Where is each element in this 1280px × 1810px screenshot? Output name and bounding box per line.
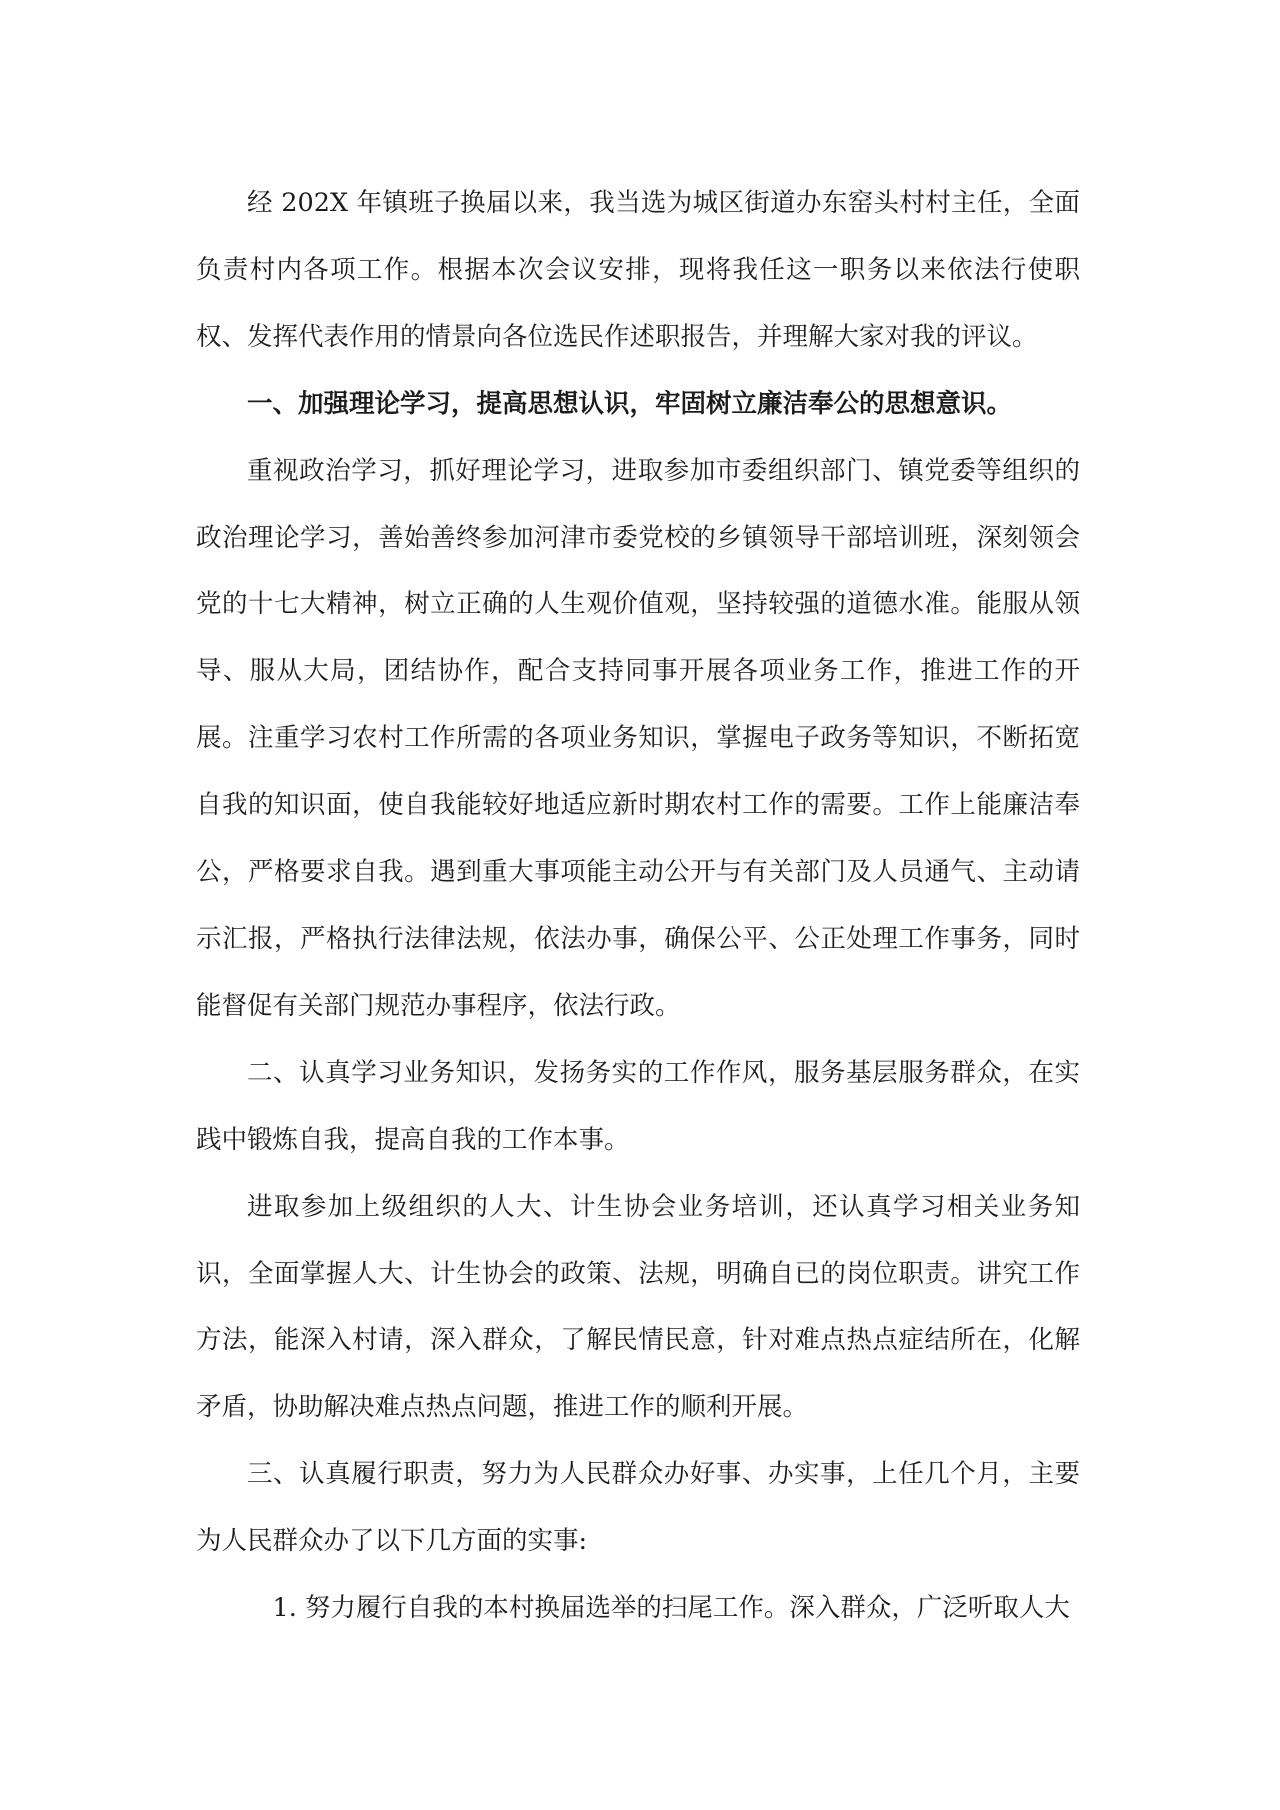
paragraph-intro: 经 202X 年镇班子换届以来，我当选为城区街道办东窑头村村主任，全面负责村内各项工作。根据本次会议安排，现将我任这一职务以来依法行使职权、发挥代表作用的情景向各位选民作述职报告，并理解大家对我的评议。	[196, 188, 1080, 352]
paragraph-section-1: 重视政治学习，抓好理论学习，进取参加市委组织部门、镇党委等组织的政治理论学习，善始善终参加河津市委党校的乡镇领导干部培训班，深刻领会党的十七大精神，树立正确的人生观价值观，坚持较强的道德水准。能服从领导、服从大局，团结协作，配合支持同事开展各项业务工作，推进工作的开展。注重学习农村工作所需的各项业务知识，掌握电子政务等知识，不断拓宽自我的知识面，使自我能较好地适应新时期农村工作的需要。工作上能廉洁奉公，严格要求自我。遇到重大事项能主动公开与有关部门及人员通气、主动请示汇报，严格执行法律法规，依法办事，确保公平、公正处理工作事务，同时能督促有关部门规范办事程序，依法行政。	[196, 455, 1080, 1021]
paragraph-section-2: 进取参加上级组织的人大、计生协会业务培训，还认真学习相关业务知识，全面掌握人大、计生协会的政策、法规，明确自已的岗位职责。讲究工作方法，能深入村请，深入群众，了解民情民意，针对难点热点症结所在，化解矛盾，协助解决难点热点问题，推进工作的顺利开展。	[196, 1191, 1080, 1423]
list-item-1: 1. 努力履行自我的本村换届选举的扫尾工作。深入群众，广泛听取人大	[272, 1593, 1070, 1624]
document-body	[196, 170, 1080, 1642]
heading-section-3: 三、认真履行职责，努力为人民群众办好事、办实事，上任几个月，主要为人民群众办了以下几方面的实事:	[196, 1459, 1080, 1557]
heading-section-2: 二、认真学习业务知识，发扬务实的工作作风，服务基层服务群众，在实践中锻炼自我，提高自我的工作本事。	[196, 1057, 1080, 1155]
heading-section-1: 一、加强理论学习，提高思想认识，牢固树立廉洁奉公的思想意识。	[247, 388, 1013, 419]
